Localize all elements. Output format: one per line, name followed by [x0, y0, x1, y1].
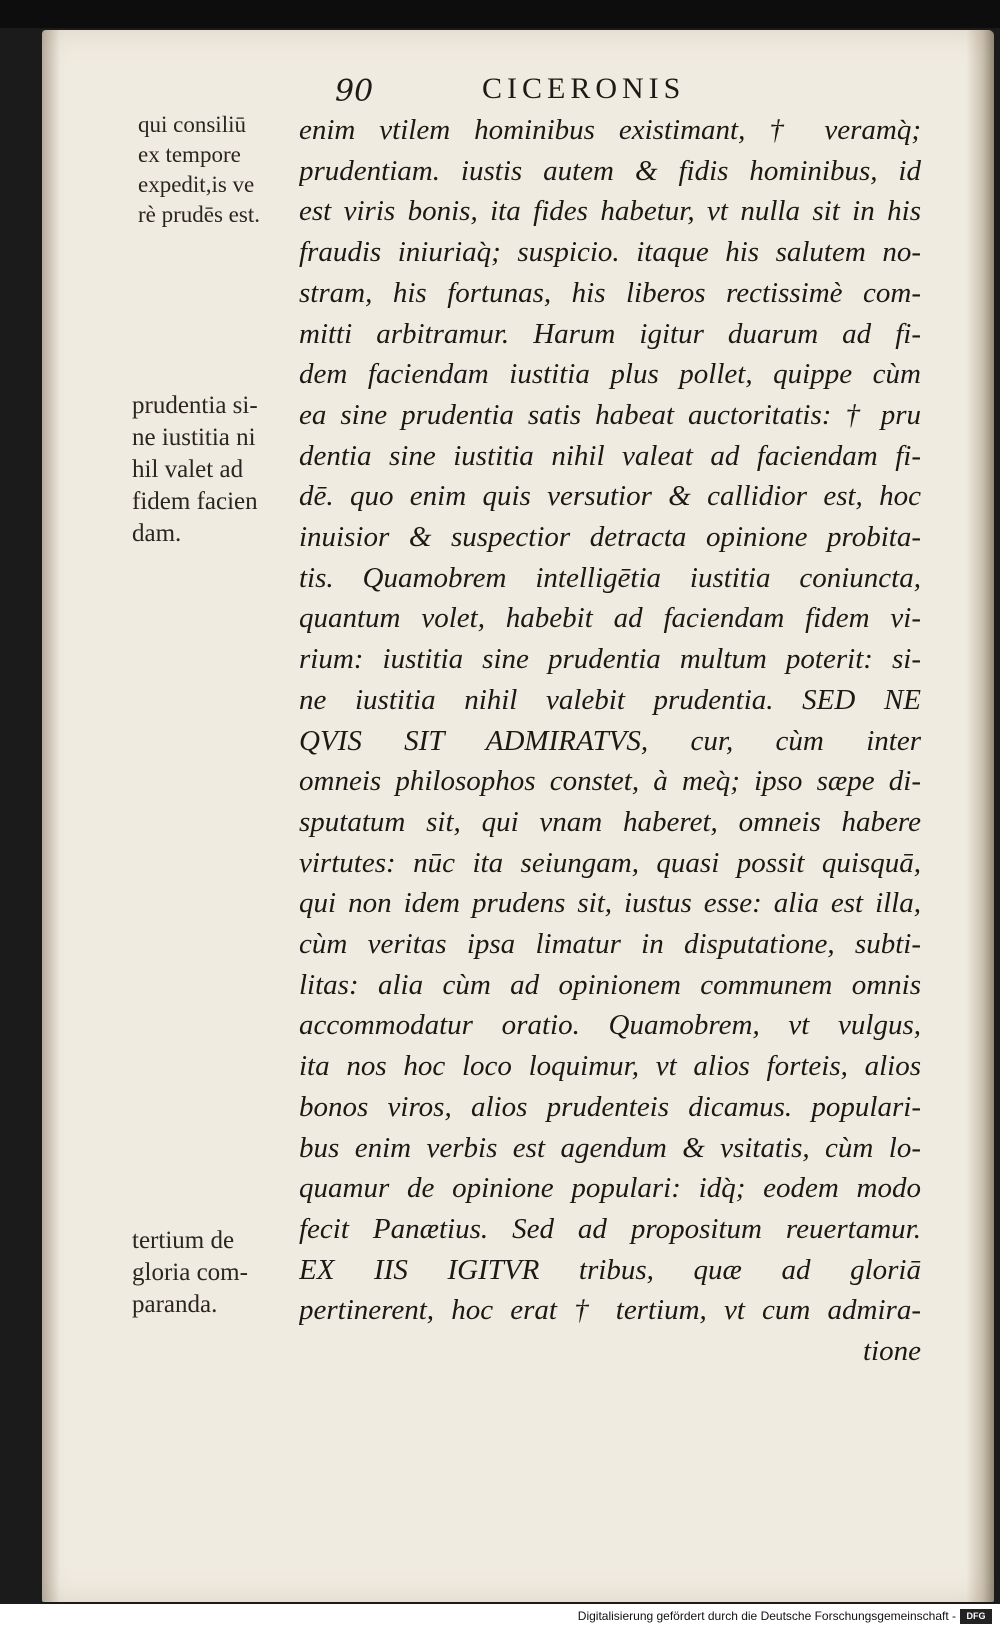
book-page [42, 30, 994, 1602]
margin-note-line: paranda. [132, 1291, 218, 1318]
margin-note-line: tertium de [132, 1227, 235, 1254]
scan-top-strip [0, 0, 1000, 28]
catchword: tione [863, 1335, 921, 1368]
text-line: cùm veritas ipsa limatur in disputatione, subti- [299, 928, 921, 961]
text-line: EX IIS IGITVR tribus, quæ ad gloriā [299, 1253, 921, 1286]
text-line: pertinerent, hoc erat † tertium, vt cum admira- [299, 1294, 921, 1327]
margin-notes [42, 30, 302, 1602]
margin-note-line: qui consiliū [138, 112, 246, 137]
text-line: bus enim verbis est agendum & vsitatis, cùm lo- [299, 1131, 921, 1164]
margin-note-line: gloria com- [132, 1259, 248, 1286]
text-line: mitti arbitramur. Harum igitur duarum ad fi- [299, 317, 921, 350]
margin-note-line: dam. [132, 520, 182, 547]
text-line: inuisior & suspectior detracta opinione probita- [299, 521, 921, 554]
digitization-footer [0, 1604, 1000, 1629]
dfg-logo-icon: DFG [960, 1609, 992, 1624]
text-line: omneis philosophos constet, à meq̀; ipso sæpe di- [299, 765, 921, 798]
running-title: CICERONIS [482, 72, 686, 105]
text-line: bonos viros, alios prudenteis dicamus. populari- [299, 1090, 921, 1123]
page-fore-edge [966, 30, 994, 1602]
text-line: fecit Panætius. Sed ad propositum reuertamur. [299, 1212, 921, 1245]
text-line: sputatum sit, qui vnam haberet, omneis habere [299, 805, 921, 838]
text-line: dem faciendam iustitia plus pollet, quippe cùm [299, 358, 921, 391]
text-line: ita nos hoc loco loquimur, vt alios forteis, alios [299, 1050, 921, 1083]
margin-note-line: rè prudēs est. [138, 202, 260, 227]
text-line: tis. Quamobrem intelligētia iustitia coniuncta, [299, 561, 921, 594]
text-line: rium: iustitia sine prudentia multum poterit: si- [299, 643, 921, 676]
margin-note [138, 110, 302, 230]
text-line: stram, his fortunas, his liberos rectissimè com- [299, 276, 921, 309]
text-line: dentia sine iustitia nihil valeat ad faciendam fi- [299, 439, 921, 472]
margin-note-line: fidem facien [132, 488, 258, 515]
text-line: prudentiam. iustis autem & fidis hominibus, id [299, 154, 921, 187]
folio-number: 90 [335, 74, 374, 109]
text-line: ne iustitia nihil valebit prudentia. SED NE [299, 683, 921, 716]
text-line: virtutes: nūc ita seiungam, quasi possit quisquā, [299, 846, 921, 879]
main-text-block [299, 110, 921, 1372]
margin-note-line: ex tempore [138, 142, 241, 167]
text-line: dē. quo enim quis versutior & callidior est, hoc [299, 480, 921, 513]
funding-credit: Digitalisierung gefördert durch die Deutsche Forschungsgemeinschaft - [577, 1609, 956, 1623]
text-line: qui non idem prudens sit, iustus esse: alia est illa, [299, 887, 921, 920]
margin-note-line: ne iustitia ni [132, 424, 256, 451]
text-line: ea sine prudentia satis habeat auctoritatis: † pru [299, 398, 921, 431]
margin-note-line: hil valet ad [132, 456, 244, 483]
margin-note [132, 390, 302, 550]
margin-note-line: prudentia si- [132, 392, 258, 419]
text-line: QVIS SIT ADMIRATVS, cur, cùm inter [299, 724, 921, 757]
margin-note-line: expedit,is ve [138, 172, 255, 197]
text-line: accommodatur oratio. Quamobrem, vt vulgus, [299, 1009, 921, 1042]
text-line: litas: alia cùm ad opinionem communem omnis [299, 968, 921, 1001]
margin-note [132, 1225, 302, 1321]
text-line: est viris bonis, ita fides habetur, vt nulla sit in his [299, 195, 921, 228]
text-line: quamur de opinione populari: idq̀; eodem modo [299, 1172, 921, 1205]
text-line: quantum volet, habebit ad faciendam fidem vi- [299, 602, 921, 635]
text-line: fraudis iniuriaq̀; suspicio. itaque his salutem no- [299, 236, 921, 269]
text-line: enim vtilem hominibus existimant, † veramq̀; [299, 114, 921, 146]
